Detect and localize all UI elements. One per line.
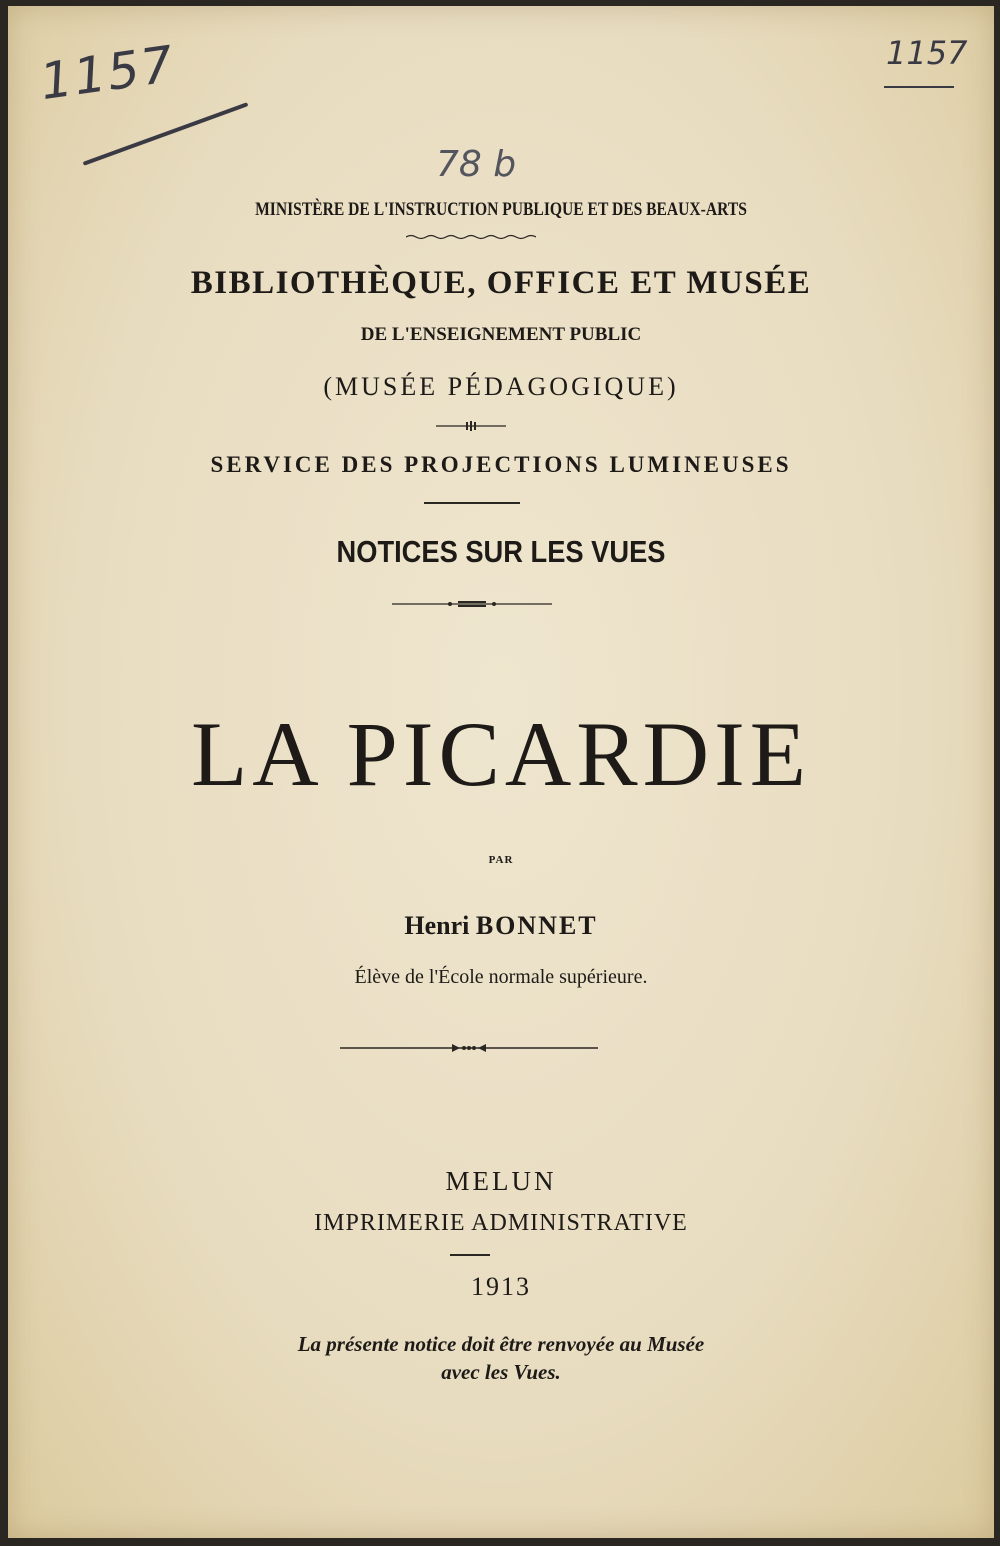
wavy-rule: [406, 234, 536, 240]
ornament-rule: [436, 420, 506, 432]
ministry-heading: MINISTÈRE DE L'INSTRUCTION PUBLIQUE ET DES BEAUX-ARTS: [255, 199, 747, 220]
author-role: Élève de l'École normale supérieure.: [354, 966, 648, 988]
publication-year: 1913: [471, 1272, 531, 1301]
handwritten-underline-left: [83, 102, 249, 166]
museum-name: (MUSÉE PÉDAGOGIQUE): [323, 372, 679, 401]
main-title: LA PICARDIE: [191, 703, 811, 805]
notices-heading: NOTICES SUR LES VUES: [336, 534, 666, 569]
handwritten-number-left: 1157: [36, 34, 179, 112]
author-last-name: BONNET: [475, 911, 598, 940]
author-first-name: Henri: [404, 911, 470, 940]
ornament-rule: [392, 598, 552, 610]
divider-rule: [424, 502, 520, 504]
author-name: [8, 911, 994, 941]
publisher-name: IMPRIMERIE ADMINISTRATIVE: [314, 1210, 688, 1236]
handwritten-underline-right: [884, 86, 954, 88]
handwritten-shelfmark: 78 b: [436, 144, 517, 185]
document-page: [8, 6, 994, 1538]
service-heading: SERVICE DES PROJECTIONS LUMINEUSES: [210, 452, 792, 477]
handwritten-number-right: 1157: [886, 34, 968, 72]
return-notice-line-2: avec les Vues.: [441, 1360, 561, 1384]
publisher-city: MELUN: [445, 1166, 557, 1196]
return-notice-line-1: La présente notice doit être renvoyée au Musée: [297, 1332, 705, 1356]
by-label: PAR: [488, 854, 514, 866]
institution-subtitle: DE L'ENSEIGNEMENT PUBLIC: [360, 324, 642, 345]
institution-title: BIBLIOTHÈQUE, OFFICE ET MUSÉE: [190, 265, 812, 301]
ornament-rule: [340, 1042, 598, 1054]
divider-rule: [450, 1254, 490, 1256]
